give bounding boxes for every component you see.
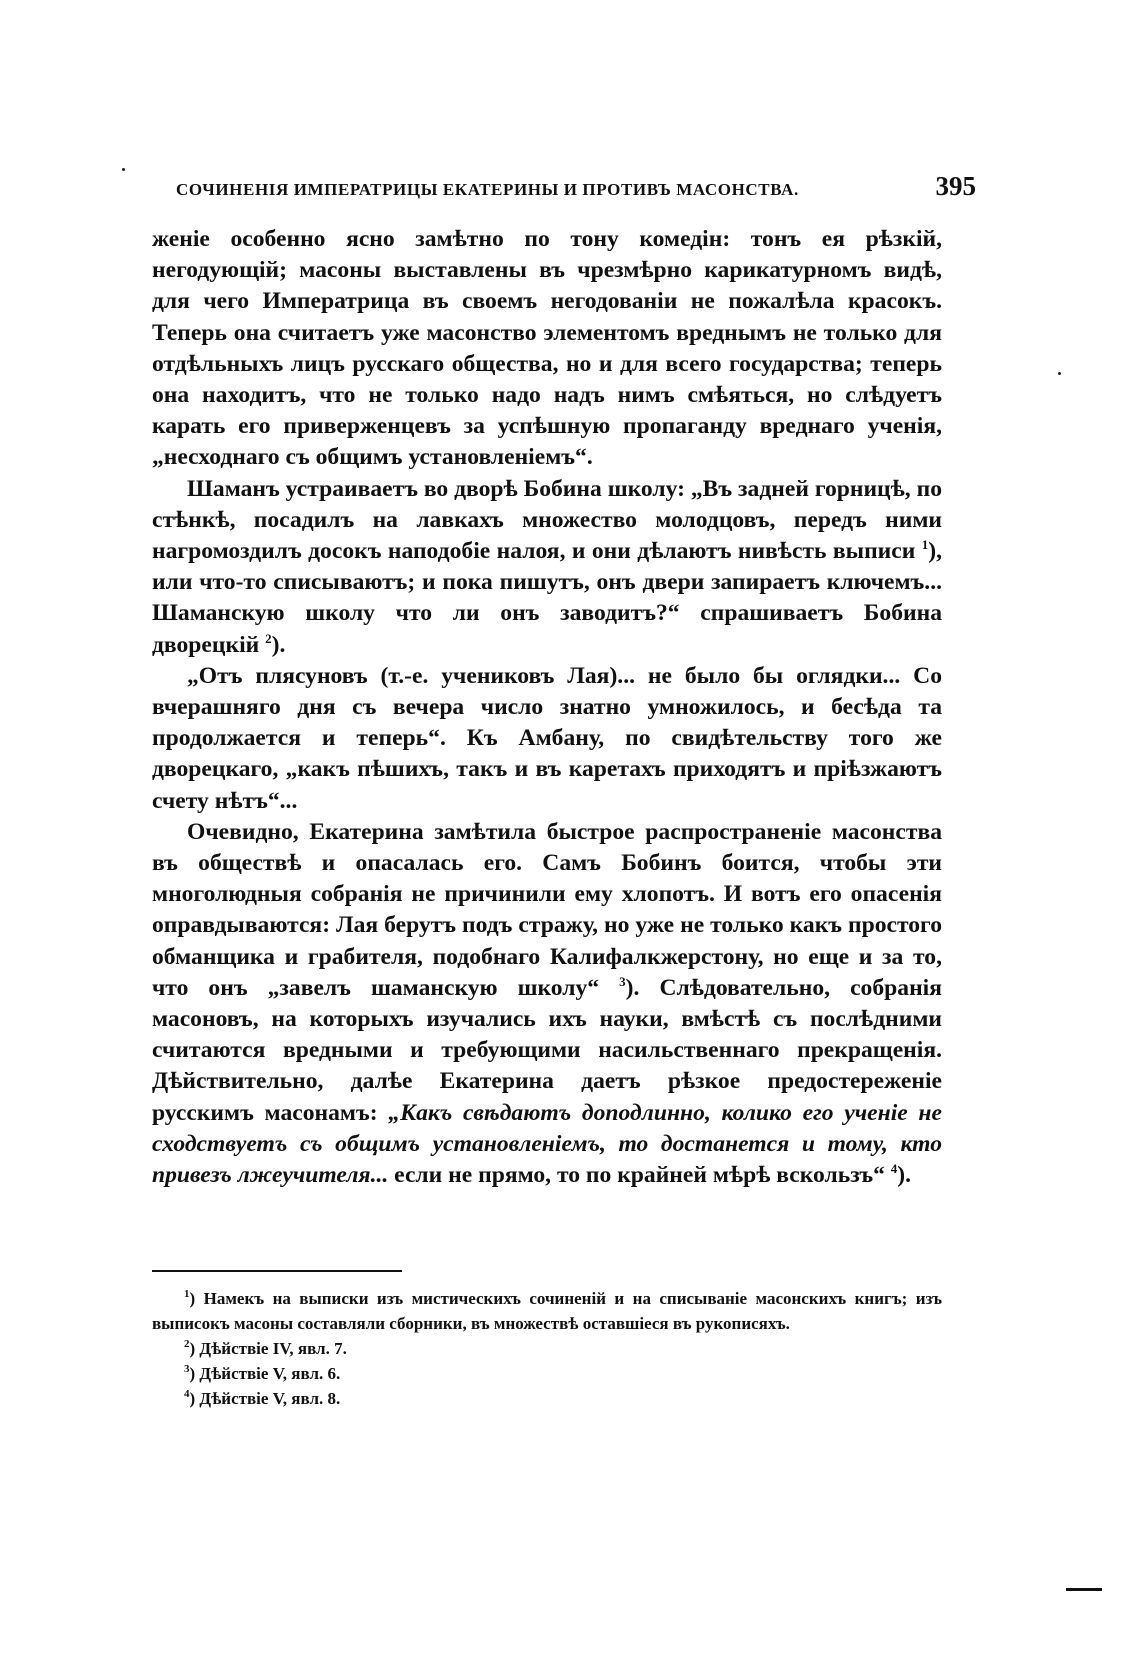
footnote-4-text: ) Дѣйствіе V, явл. 8. [189, 1389, 341, 1408]
paragraph-4-text-d: ). [897, 1162, 912, 1189]
footnote-4-mark: 4 [184, 1388, 190, 1400]
footnote-4 [152, 1386, 942, 1411]
footnote-3 [152, 1361, 942, 1386]
paragraph-2-text-b: ), или что-то списываютъ; и пока пишутъ, онъ двери запираетъ ключемъ... Шаманскую школу что ли онъ заводитъ?“ спрашиваетъ Бобина дворецкій [152, 538, 942, 658]
paragraph-2-text-a: Шаманъ устраиваетъ во дворѣ Бобина школу: „Въ задней горницѣ, по стѣнкѣ, посадилъ на лавкахъ множество молодцовъ, передъ ними нагромоздилъ досокъ наподобіе налоя, и они дѣлаютъ нивѣсть выписи [152, 475, 942, 565]
footnote-1-mark: 1 [184, 1288, 190, 1300]
paragraph-1: женіе особенно ясно замѣтно по тону комедін: тонъ ея рѣзкій, негодующій; масоны выставлены въ чрезмѣрно карикатурномъ видѣ, для чего Императрица въ своемъ негодованіи не пожалѣла красокъ. Теперь она считаетъ уже масонство элементомъ вреднымъ не только для отдѣльныхъ лицъ русскаго общества, но и для всего государства; теперь она находитъ, что не только надо надъ нимъ смѣяться, но слѣдуетъ карать его приверженцевъ за успѣшную пропаганду вреднаго ученія, „несходнаго съ общимъ установленіемъ“. [152, 226, 942, 471]
page-number: 395 [935, 171, 976, 201]
italic-quote: „Какъ свѣдаютъ доподлинно, колико его ученіе не сходствуетъ съ общимъ установленіемъ, то достанется и тому, кто привезъ лжеучителя... [152, 1099, 942, 1189]
footnote-2-mark: 2 [184, 1338, 190, 1350]
paragraph-4 [152, 817, 942, 1191]
scan-speck [1058, 372, 1061, 375]
footnote-2-text: ) Дѣйствіе IV, явл. 7. [189, 1339, 347, 1358]
footnote-ref-2: 2 [265, 630, 272, 646]
footnote-ref-4: 4 [890, 1161, 898, 1177]
paragraph-3: „Отъ плясуновъ (т.-е. учениковъ Лая)... не было бы оглядки... Со вчерашняго дня съ вечера число знатно умножилось, и бесѣда та продолжается и теперь“. Къ Амбану, по свидѣтельству того же дворецкаго, „какъ пѣшихъ, такъ и въ каретахъ приходятъ и пріѣзжаютъ счету нѣтъ“... [152, 662, 942, 814]
paragraph-4-text-b: ). Слѣдовательно, собранія масоновъ, на которыхъ изучались ихъ науки, вмѣстѣ съ послѣдними считаются вредными и требующими насильственнаго прекращенія. Дѣйствительно, далѣе Екатерина даетъ рѣзкое предостереженіе русскимъ масонамъ: [152, 974, 942, 1126]
running-title: СОЧИНЕНІЯ ИМПЕРАТРИЦЫ ЕКАТЕРИНЫ И ПРОТИВЪ МАСОНСТВА. [176, 180, 799, 199]
scan-margin-dash [1066, 1588, 1102, 1591]
footnote-1-text: ) Намекъ на выписки изъ мистическихъ сочиненій и на списываніе масонскихъ книгъ; изъ выписокъ масоны составляли сборники, въ множествѣ оставшіеся въ рукописяхъ. [152, 1289, 942, 1333]
footnote-ref-3: 3 [619, 973, 626, 989]
footnote-ref-1: 1 [921, 537, 929, 553]
paragraph-2-text-c: ). [271, 631, 286, 658]
footnote-separator [152, 1270, 402, 1272]
footnote-2 [152, 1336, 942, 1361]
footnotes [152, 1286, 942, 1411]
paragraph-4-text-a: Очевидно, Екатерина замѣтила быстрое распространеніе масонства въ обществѣ и опасалась его. Самъ Бобинъ боится, чтобы эти многолюдныя собранія не причинили ему хлопотъ. И вотъ его опасенія оправдываются: Лая берутъ подъ стражу, но уже не только какъ простого обманщика и грабителя, подобнаго Калифалкжерстону, но еще и за то, что онъ „завелъ шаманскую школу“ [152, 818, 942, 1001]
footnote-3-text: ) Дѣйствіе V, явл. 6. [189, 1364, 341, 1383]
footnote-1 [152, 1286, 942, 1336]
footnote-3-mark: 3 [184, 1363, 190, 1375]
paragraph-2 [152, 474, 942, 661]
scan-speck [122, 168, 125, 171]
running-header [176, 171, 976, 202]
paragraph-4-text-c: если не прямо, то по крайней мѣрѣ вскользъ“ [388, 1162, 891, 1189]
main-text [152, 224, 942, 1191]
